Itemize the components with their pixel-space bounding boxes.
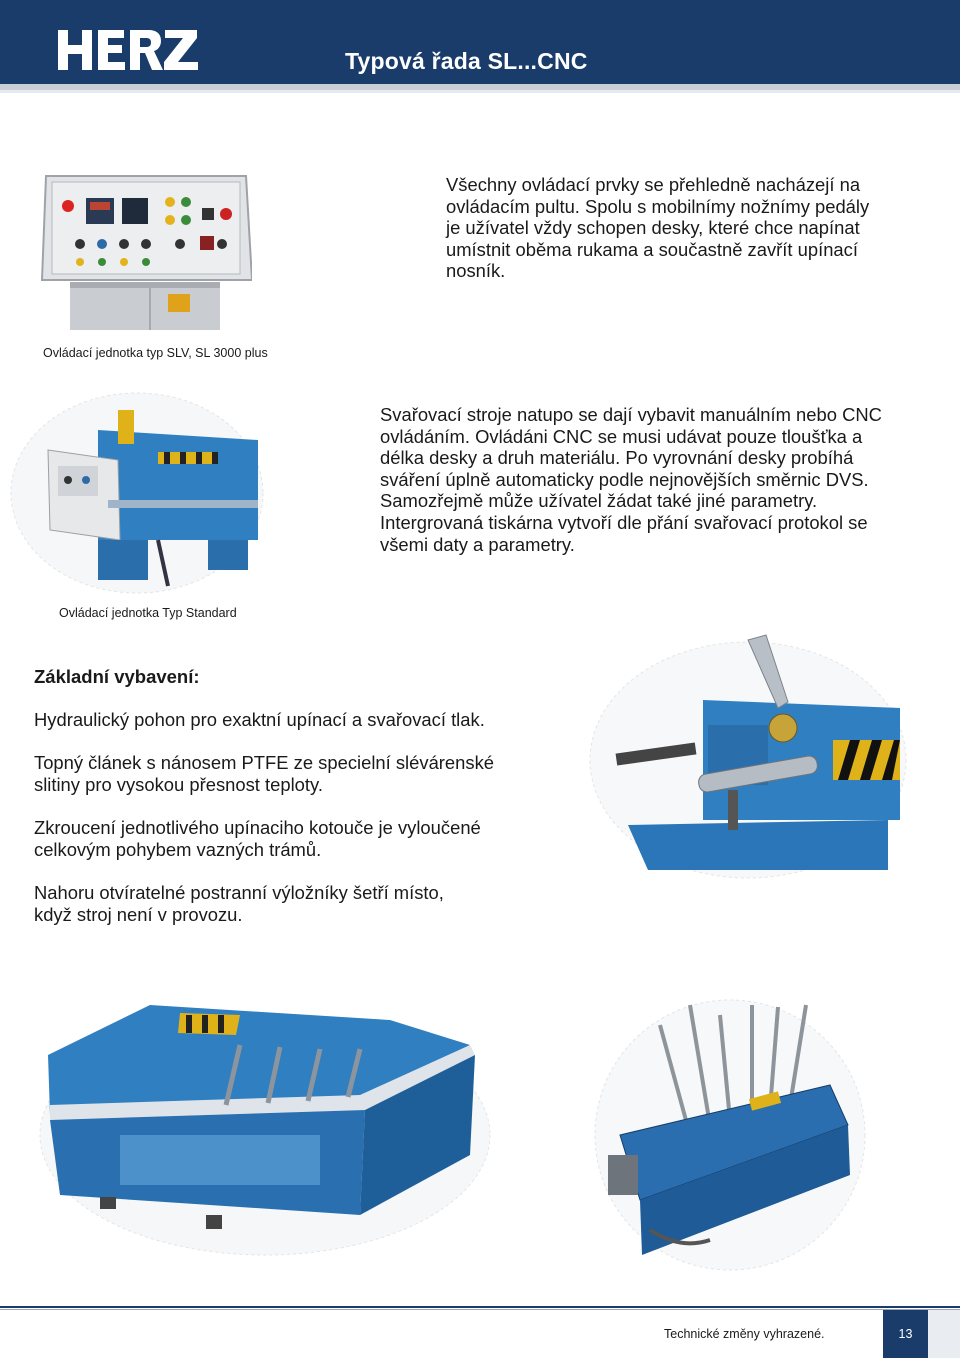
text-line: je užívatel vždy schopen desky, které chce napínat: [446, 217, 860, 239]
full-machine-image: [30, 985, 500, 1265]
text-line: sváření úplně automaticky podle nejnovějších směrnic DVS.: [380, 468, 869, 490]
text-line: ovládacím pultu. Spolu s mobilnímy nožnímy pedály: [446, 195, 870, 217]
text-line: nosník.: [446, 260, 506, 282]
text-line: délka desky a druh materiálu. Po vyrovnání desky probíhá: [380, 447, 854, 469]
caption-control-panel-slv: Ovládací jednotka typ SLV, SL 3000 plus: [43, 346, 268, 360]
text-line: Hydraulický pohon pro exaktní upínací a svařovací tlak.: [34, 709, 485, 730]
text-line: ovládáním. Ovládáni CNC se musi udávat pouze tloušťka a: [380, 425, 863, 447]
text-line: všemi daty a parametry.: [380, 533, 575, 555]
footer-note: Technické změny vyhrazené.: [664, 1327, 825, 1341]
page-number-box: [883, 1310, 928, 1358]
footer-rule: [0, 1306, 960, 1308]
page-edge-strip: [928, 1310, 960, 1358]
feature-item: [34, 752, 554, 795]
feature-item: [34, 817, 554, 860]
text-line: celkovým pohybem vazných trámů.: [34, 838, 322, 860]
features-heading: Základní vybavení:: [34, 666, 200, 687]
footer-rule-light: [0, 1309, 960, 1310]
herz-logo: [56, 28, 201, 72]
control-panel-slv-image: [40, 172, 252, 330]
machine-raised-arms-image: [580, 985, 870, 1275]
text-line: umístnit oběma rukama a součastně zavřít upínací: [446, 238, 858, 260]
text-line: když stroj není v provozu.: [34, 903, 243, 925]
clamping-detail-image: [588, 630, 908, 880]
caption-control-unit-standard: Ovládací jednotka Typ Standard: [59, 606, 237, 620]
section1-paragraph: [446, 174, 926, 282]
text-line: Intergrovaná tiskárna vytvoří dle přání svařovací protokol se: [380, 511, 868, 533]
text-line: slitiny pro vysokou přesnost teploty.: [34, 773, 323, 795]
text-line: Všechny ovládací prvky se přehledně nacházejí na: [446, 174, 861, 195]
page-number: 13: [898, 1327, 913, 1341]
text-line: Svařovací stroje natupo se dají vybavit manuálním nebo CNC: [380, 404, 882, 425]
header-stripe-light: [0, 90, 960, 93]
text-line: Samozřejmě může užívatel žádat také jiné parametry.: [380, 490, 818, 512]
section2-paragraph: [380, 404, 940, 555]
control-unit-standard-image: [8, 390, 266, 596]
page-title: Typová řada SL...CNC: [345, 48, 588, 74]
text-line: Zkroucení jednotlivého upínaciho kotouče je vyloučené: [34, 817, 481, 838]
text-line: Nahoru otvíratelné postranní výložníky šetří místo,: [34, 882, 444, 903]
feature-item: [34, 882, 554, 925]
feature-item: [34, 709, 554, 731]
text-line: Topný článek s nánosem PTFE ze specielní slévárenské: [34, 752, 494, 773]
